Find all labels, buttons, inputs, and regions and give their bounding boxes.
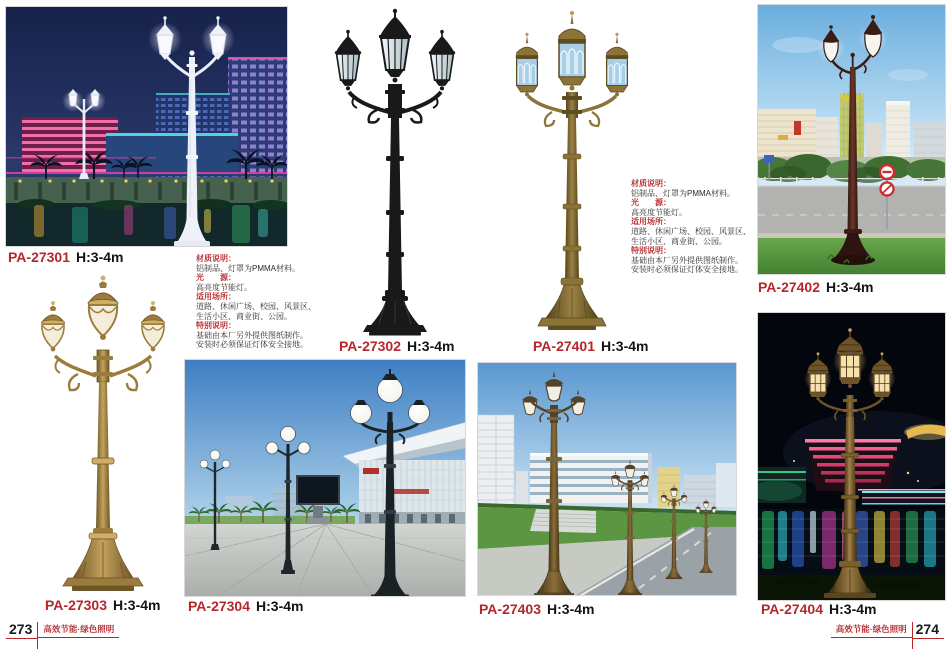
product-code: PA-27404 — [761, 601, 824, 617]
product-code: PA-27402 — [758, 279, 821, 295]
spec-source-value: 高亮度节能灯。 — [196, 282, 252, 292]
product-size: H:3-4m — [547, 601, 595, 617]
spec-material-value: 铝制品、灯罩为PMMA材料。 — [196, 263, 300, 273]
spec-usage-line1: 道路、休闲广场、校园、风景区、 — [196, 301, 316, 311]
product-size: H:3-4m — [601, 338, 649, 354]
product-figure-pa-27303 — [22, 272, 184, 594]
product-label-pa-27304 — [188, 598, 303, 614]
spec-usage-line2: 生活小区、商业街、公园。 — [631, 236, 727, 246]
spec-material-label: 材质说明： — [631, 179, 671, 188]
product-size: H:3-4m — [826, 279, 874, 295]
spec-special-line1: 基础由本厂另外提供图纸制作。 — [196, 330, 308, 340]
spec-source-value: 高亮度节能灯。 — [631, 207, 687, 217]
footer-right — [831, 622, 944, 649]
spec-usage-line1: 道路、休闲广场、校园、风景区、 — [631, 226, 751, 236]
product-photo-pa-27403 — [477, 362, 737, 596]
footer-left — [6, 622, 119, 649]
spec-special-line1: 基础由本厂另外提供图纸制作。 — [631, 255, 743, 265]
product-label-pa-27301 — [8, 249, 123, 265]
product-code: PA-27301 — [8, 249, 71, 265]
product-label-pa-27401 — [533, 338, 648, 354]
footer-slogan-right: 高效节能·绿色照明 — [831, 622, 912, 638]
night-waterfront-scene — [758, 313, 946, 601]
product-size: H:3-4m — [113, 597, 161, 613]
product-size: H:3-4m — [829, 601, 877, 617]
spec-special-label: 特别说明： — [196, 321, 236, 331]
product-label-pa-27403 — [479, 601, 594, 617]
product-photo-pa-27404 — [757, 312, 946, 601]
product-size: H:3-4m — [76, 249, 124, 265]
spec-usage-line2: 生活小区、商业街、公园。 — [196, 311, 292, 321]
product-figure-pa-27401 — [502, 8, 642, 334]
night-plaza-scene — [6, 7, 288, 247]
product-code: PA-27401 — [533, 338, 596, 354]
bronze-lamp-illustration — [502, 8, 642, 334]
product-code: PA-27304 — [188, 598, 251, 614]
spec-block-left — [196, 254, 348, 350]
plaza-globes-scene — [185, 360, 466, 597]
product-label-pa-27302 — [339, 338, 454, 354]
product-code: PA-27403 — [479, 601, 542, 617]
gold-lamp-illustration — [22, 272, 184, 594]
daytime-street-scene — [758, 5, 946, 275]
product-code: PA-27302 — [339, 338, 402, 354]
product-size: H:3-4m — [256, 598, 304, 614]
spec-usage-label: 适用场所： — [196, 292, 236, 302]
spec-usage-label: 适用场所： — [631, 217, 671, 227]
spec-block-right — [631, 179, 783, 275]
spec-material-value: 铝制品、灯罩为PMMA材料。 — [631, 188, 735, 198]
product-label-pa-27404 — [761, 601, 876, 617]
spec-special-line2: 安装时必须保证灯体安全接地。 — [631, 265, 743, 275]
product-photo-pa-27301 — [5, 6, 288, 247]
product-photo-pa-27402 — [757, 4, 946, 275]
product-label-pa-27402 — [758, 279, 873, 295]
product-label-pa-27303 — [45, 597, 160, 613]
product-code: PA-27303 — [45, 597, 108, 613]
product-size: H:3-4m — [407, 338, 455, 354]
page-number-left: 273 — [6, 622, 37, 639]
spec-material-label: 材质说明： — [196, 254, 236, 263]
spec-source-label: 光 源： — [631, 198, 671, 208]
spec-special-line2: 安装时必须保证灯体安全接地。 — [196, 340, 308, 350]
office-street-scene — [478, 363, 737, 596]
page-number-right: 274 — [913, 622, 944, 639]
product-photo-pa-27304 — [184, 359, 466, 597]
spec-special-label: 特别说明： — [631, 246, 671, 256]
footer-slogan-left: 高效节能·绿色照明 — [38, 622, 119, 638]
spec-source-label: 光 源： — [196, 273, 236, 283]
